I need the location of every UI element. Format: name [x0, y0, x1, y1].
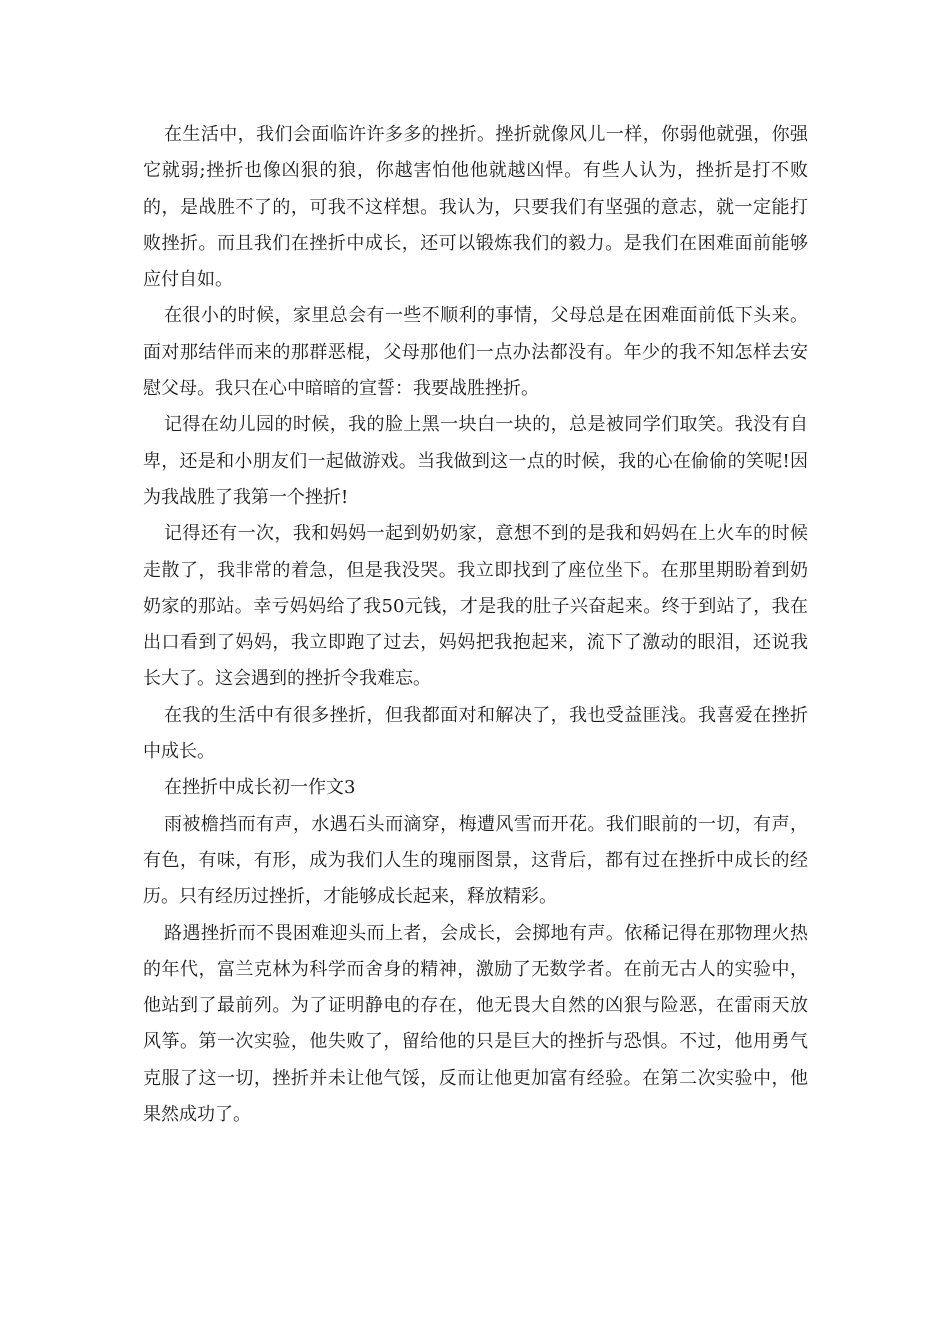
- paragraph: 雨被檐挡而有声，水遇石头而滴穿，梅遭风雪而开花。我们眼前的一切，有声，有色，有味，有形，成为我们人生的瑰丽图景，这背后，都有过在挫折中成长的经历。只有经历过挫折，才能够成长起来，释放精彩。: [143, 813, 808, 908]
- paragraph: 在很小的时候，家里总会有一些不顺利的事情，父母总是在困难面前低下头来。面对那结伴而来的那群恶棍，父母那他们一点办法都没有。年少的我不知怎样去安慰父母。我只在心中暗暗的宣誓：我要战胜挫折。: [143, 305, 808, 400]
- paragraph: 路遇挫折而不畏困难迎头而上者，会成长，会掷地有声。依稀记得在那物理火热的年代，富兰克林为科学而舍身的精神，激励了无数学者。在前无古人的实验中，他站到了最前列。为了证明静电的存在，他无畏大自然的凶狠与险恶，在雷雨天放风筝。第一次实验，他失败了，留给他的只是巨大的挫折与恐惧。不过，他用勇气克服了这一切，挫折并未让他气馁，反而让他更加富有经验。在第二次实验中，他果然成功了。: [143, 922, 808, 1126]
- section-heading: 在挫折中成长初一作文3: [164, 777, 356, 799]
- paragraph: 在生活中，我们会面临许许多多的挫折。挫折就像风儿一样，你弱他就强，你强它就弱;挫折也像凶狠的狼，你越害怕他他就越凶悍。有些人认为，挫折是打不败的，是战胜不了的，可我不这样想。我认为，只要我们有坚强的意志，就一定能打败挫折。而且我们在挫折中成长，还可以锻炼我们的毅力。是我们在困难面前能够应付自如。: [143, 124, 808, 291]
- paragraph: 记得还有一次，我和妈妈一起到奶奶家，意想不到的是我和妈妈在上火车的时候走散了，我非常的着急，但是我没哭。我立即找到了座位坐下。在那里期盼着到奶奶家的那站。幸亏妈妈给了我50元钱，才是我的肚子兴奋起来。终于到站了，我在出口看到了妈妈，我立即跑了过去，妈妈把我抱起来，流下了激动的眼泪，还说我长大了。这会遇到的挫折令我难忘。: [143, 523, 808, 690]
- paragraph: 记得在幼儿园的时候，我的脸上黑一块白一块的，总是被同学们取笑。我没有自卑，还是和小朋友们一起做游戏。当我做到这一点的时候，我的心在偷偷的笑呢!因为我战胜了我第一个挫折!: [143, 414, 808, 508]
- paragraph: 在我的生活中有很多挫折，但我都面对和解决了，我也受益匪浅。我喜爱在挫折中成长。: [143, 704, 808, 763]
- document-body: [143, 117, 808, 1133]
